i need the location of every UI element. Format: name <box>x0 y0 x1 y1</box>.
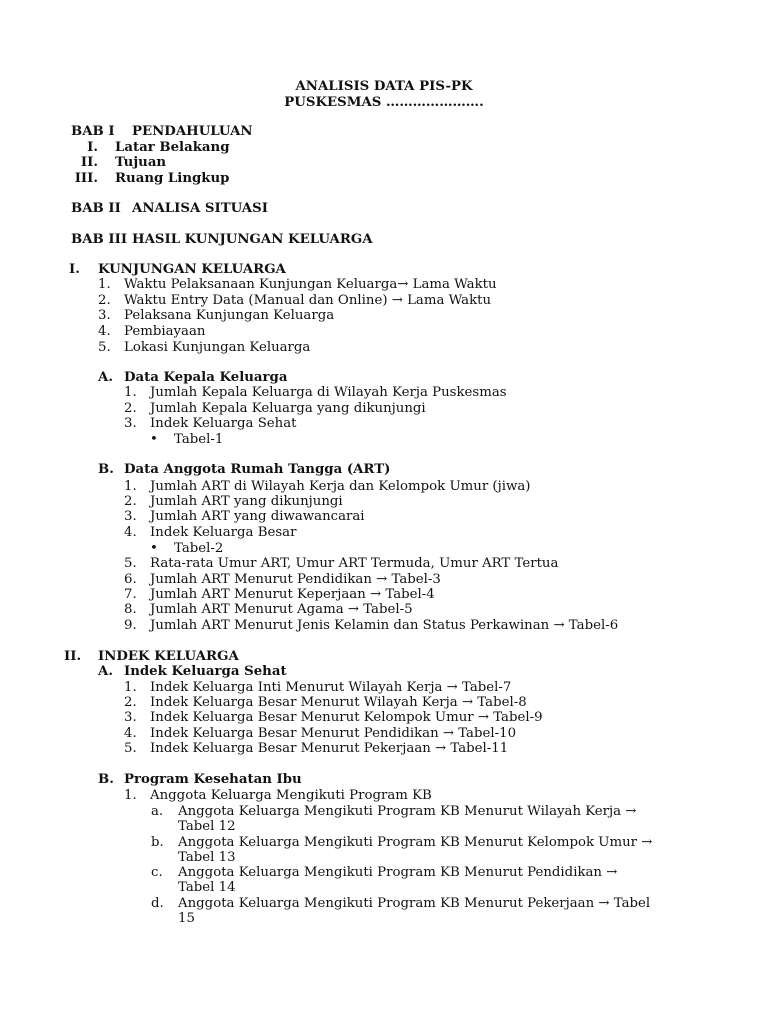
list-item-number: 9. <box>124 618 137 633</box>
subsection-title: Program Kesehatan Ibu <box>124 772 302 787</box>
list-item-letter: b. <box>151 835 164 850</box>
section-number: II. <box>64 649 82 664</box>
section-title: INDEK KELUARGA <box>98 649 239 664</box>
list-item-text: Anggota Keluarga Mengikuti Program KB Menurut Wilayah Kerja → <box>178 804 637 819</box>
bab1-item-num: III. <box>74 171 98 186</box>
bab1-title: PENDAHULUAN <box>132 124 253 139</box>
section-title: KUNJUNGAN KELUARGA <box>98 262 286 277</box>
list-item-number: 2. <box>98 293 111 308</box>
list-item-number: 4. <box>124 525 137 540</box>
list-item-text: Indek Keluarga Besar Menurut Pendidikan → Tabel-10 <box>150 726 517 741</box>
list-item-text: Waktu Entry Data (Manual dan Online) → Lama Waktu <box>124 293 492 308</box>
list-item-number: 4. <box>98 324 111 339</box>
list-item-text: Jumlah Kepala Keluarga di Wilayah Kerja Puskesmas <box>150 385 507 400</box>
list-item-number: 6. <box>124 572 137 587</box>
subsection-letter: A. <box>98 370 113 385</box>
list-item-number: 3. <box>98 308 111 323</box>
bab3-label: BAB III <box>71 232 128 247</box>
list-item-text: Jumlah ART yang dikunjungi <box>150 494 343 509</box>
list-item-text: Anggota Keluarga Mengikuti Program KB Menurut Kelompok Umur → <box>178 835 653 850</box>
list-item-number: 1. <box>124 479 137 494</box>
list-item-letter: a. <box>151 804 164 819</box>
bab1-item-text: Ruang Lingkup <box>115 171 230 186</box>
list-item-number: 1. <box>124 385 137 400</box>
list-item-text: Jumlah ART di Wilayah Kerja dan Kelompok Umur (jiwa) <box>150 479 531 494</box>
subsection-letter: B. <box>98 462 114 477</box>
list-item-text: Pembiayaan <box>124 324 206 339</box>
list-item-text: Indek Keluarga Besar Menurut Wilayah Kerja → Tabel-8 <box>150 695 527 710</box>
list-item-text: Jumlah ART Menurut Keperjaan → Tabel-4 <box>150 587 435 602</box>
subsection-title: Data Kepala Keluarga <box>124 370 288 385</box>
bullet-icon: • <box>150 541 158 556</box>
list-item-letter: c. <box>151 865 163 880</box>
list-item-text-continued: Tabel 12 <box>178 819 236 834</box>
list-item-text: Waktu Pelaksanaan Kunjungan Keluarga→ Lama Waktu <box>124 277 497 292</box>
list-item-number: 4. <box>124 726 137 741</box>
bab2-label: BAB II <box>71 201 121 216</box>
list-item-number: 1. <box>124 680 137 695</box>
list-item-number: 2. <box>124 695 137 710</box>
list-item-text: Anggota Keluarga Mengikuti Program KB Menurut Pendidikan → <box>178 865 618 880</box>
list-item-number: 8. <box>124 602 137 617</box>
list-item-text: Indek Keluarga Besar Menurut Pekerjaan → Tabel-11 <box>150 741 509 756</box>
bullet-icon: • <box>150 432 158 447</box>
list-item-number: 1. <box>98 277 111 292</box>
bab1-item-text: Latar Belakang <box>115 140 230 155</box>
list-item-text-continued: Tabel 13 <box>178 850 236 865</box>
list-item-number: 3. <box>124 509 137 524</box>
bullet-text: Tabel-1 <box>174 432 224 447</box>
list-item-text: Anggota Keluarga Mengikuti Program KB Menurut Pekerjaan → Tabel <box>178 896 651 911</box>
bab2-title: ANALISA SITUASI <box>132 201 268 216</box>
list-item-text: Indek Keluarga Besar Menurut Kelompok Umur → Tabel-9 <box>150 710 543 725</box>
list-item-number: 2. <box>124 401 137 416</box>
list-item-text: Jumlah ART Menurut Jenis Kelamin dan Status Perkawinan → Tabel-6 <box>150 618 619 633</box>
list-item-number: 7. <box>124 587 137 602</box>
list-item-text: Indek Keluarga Inti Menurut Wilayah Kerja → Tabel-7 <box>150 680 512 695</box>
bab1-item-num: I. <box>87 140 98 155</box>
document-title: ANALISIS DATA PIS-PK <box>295 79 473 94</box>
list-item-number: 5. <box>124 741 137 756</box>
bullet-text: Tabel-2 <box>174 541 224 556</box>
list-item-text: Pelaksana Kunjungan Keluarga <box>124 308 335 323</box>
list-item-text: Anggota Keluarga Mengikuti Program KB <box>150 788 432 803</box>
document-subtitle: PUSKESMAS …………………. <box>284 95 484 110</box>
list-item-number: 2. <box>124 494 137 509</box>
bab1-item-num: II. <box>80 155 98 170</box>
bab1-item-text: Tujuan <box>115 155 167 170</box>
list-item-number: 3. <box>124 710 137 725</box>
subsection-letter: A. <box>98 664 113 679</box>
list-item-text: Indek Keluarga Besar <box>150 525 297 540</box>
subsection-title: Indek Keluarga Sehat <box>124 664 287 679</box>
list-item-letter: d. <box>151 896 164 911</box>
list-item-text: Rata-rata Umur ART, Umur ART Termuda, Umur ART Tertua <box>150 556 559 571</box>
list-item-number: 3. <box>124 416 137 431</box>
list-item-text: Jumlah ART Menurut Agama → Tabel-5 <box>150 602 413 617</box>
list-item-text: Jumlah ART Menurut Pendidikan → Tabel-3 <box>150 572 441 587</box>
list-item-text-continued: Tabel 14 <box>178 880 236 895</box>
subsection-title: Data Anggota Rumah Tangga (ART) <box>124 462 391 477</box>
bab1-label: BAB I <box>71 124 115 139</box>
list-item-number: 5. <box>98 340 111 355</box>
list-item-number: 1. <box>124 788 137 803</box>
section-number: I. <box>69 262 80 277</box>
list-item-text: Jumlah Kepala Keluarga yang dikunjungi <box>150 401 426 416</box>
list-item-text-continued: 15 <box>178 911 195 926</box>
list-item-text: Jumlah ART yang diwawancarai <box>150 509 365 524</box>
list-item-number: 5. <box>124 556 137 571</box>
bab3-title: HASIL KUNJUNGAN KELUARGA <box>132 232 373 247</box>
list-item-text: Indek Keluarga Sehat <box>150 416 297 431</box>
list-item-text: Lokasi Kunjungan Keluarga <box>124 340 311 355</box>
subsection-letter: B. <box>98 772 114 787</box>
